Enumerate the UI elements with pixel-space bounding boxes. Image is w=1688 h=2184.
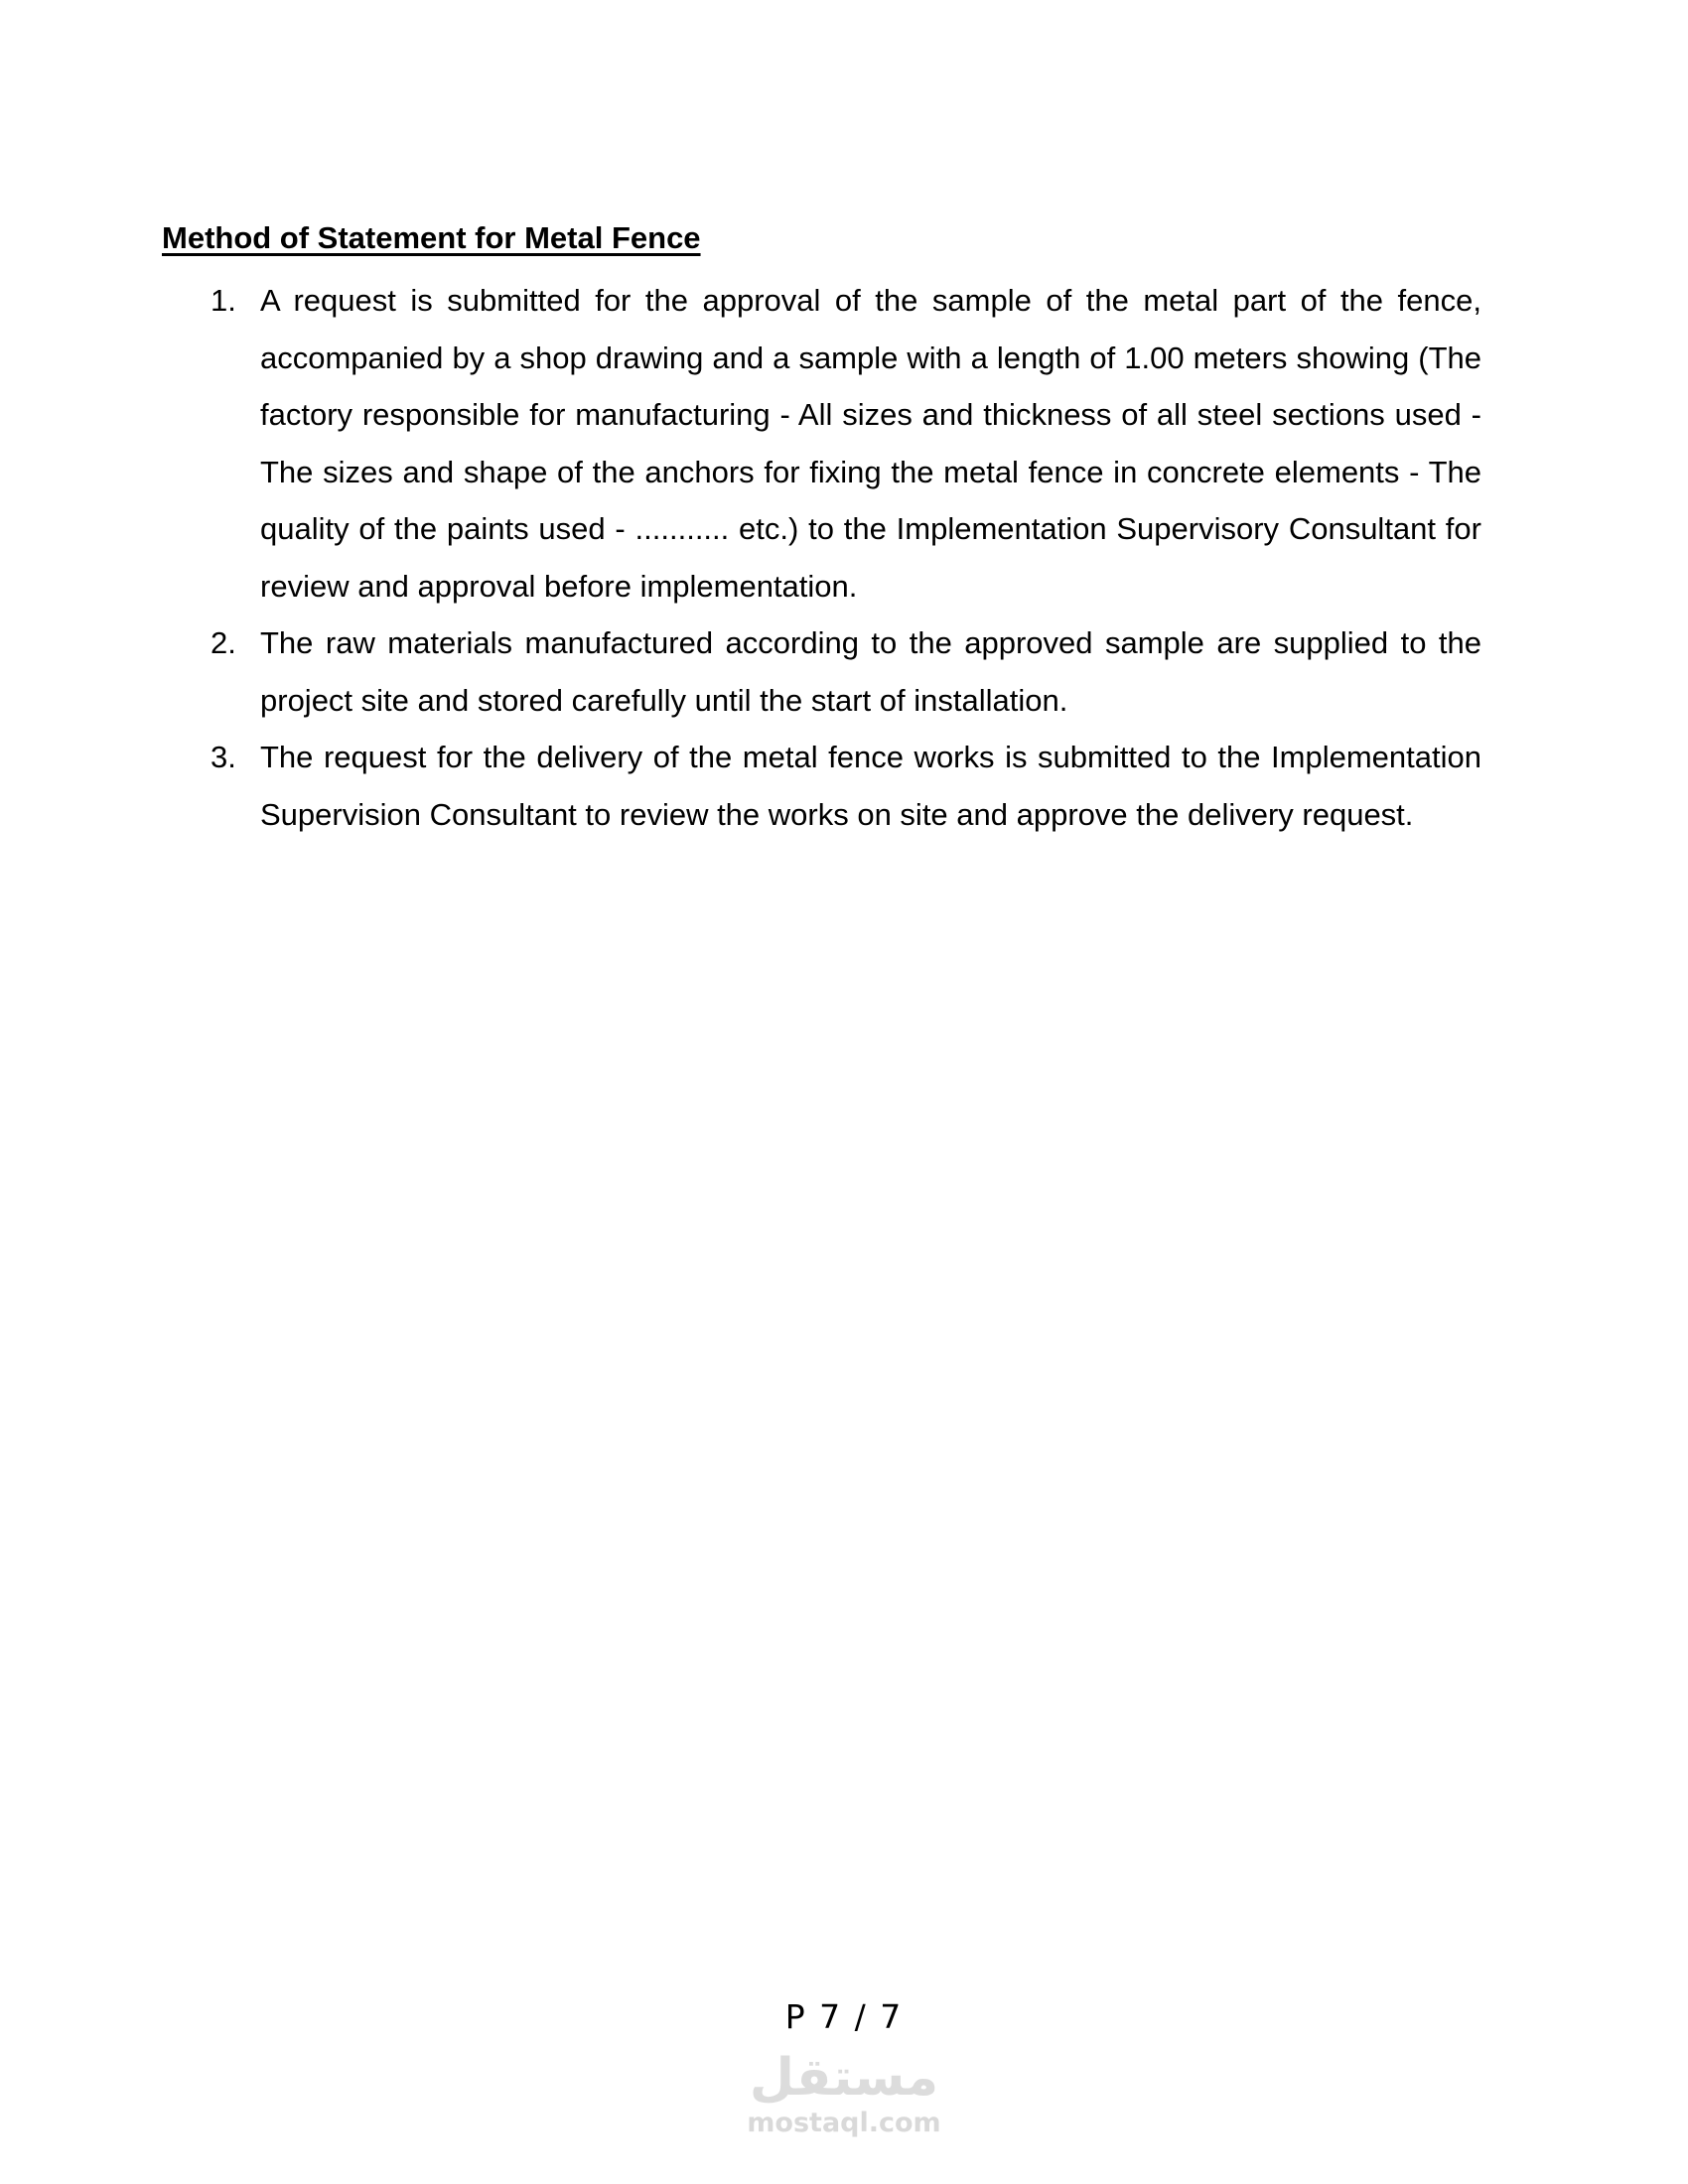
step-number: 3.: [211, 740, 236, 774]
list-item: [211, 272, 1481, 614]
step-number: 2.: [211, 625, 236, 660]
watermark-domain: mostaql.com: [747, 2108, 941, 2138]
step-text: A request is submitted for the approval of the sample of the metal part of the fence, accompanied by a shop drawing and a sample with a length of 1.00 meters showing (The factory responsible for manufacturing - All sizes and thickness of all steel sections used - The sizes and shape of the anchors for fixing the metal fence in concrete elements - The quality of the paints used - ........... etc.) to the Implementation Supervisory Consultant for review and approval before implementation.: [260, 283, 1481, 604]
page-number: P 7 / 7: [784, 1997, 904, 2036]
mostaql-logo-icon: [745, 2045, 943, 2107]
watermark-logo-text: مستقل: [749, 2048, 939, 2107]
document-title: Method of Statement for Metal Fence: [162, 220, 701, 255]
list-item: [211, 729, 1481, 843]
step-number: 1.: [211, 283, 236, 318]
method-steps-list: [211, 272, 1481, 843]
watermark-logo: [725, 2045, 963, 2154]
step-text: The request for the delivery of the metal fence works is submitted to the Implementation Supervision Consultant to review the works on site and approve the delivery request.: [260, 740, 1481, 832]
list-item: [211, 614, 1481, 729]
step-text: The raw materials manufactured according to the approved sample are supplied to the project site and stored carefully until the start of installation.: [260, 625, 1481, 718]
